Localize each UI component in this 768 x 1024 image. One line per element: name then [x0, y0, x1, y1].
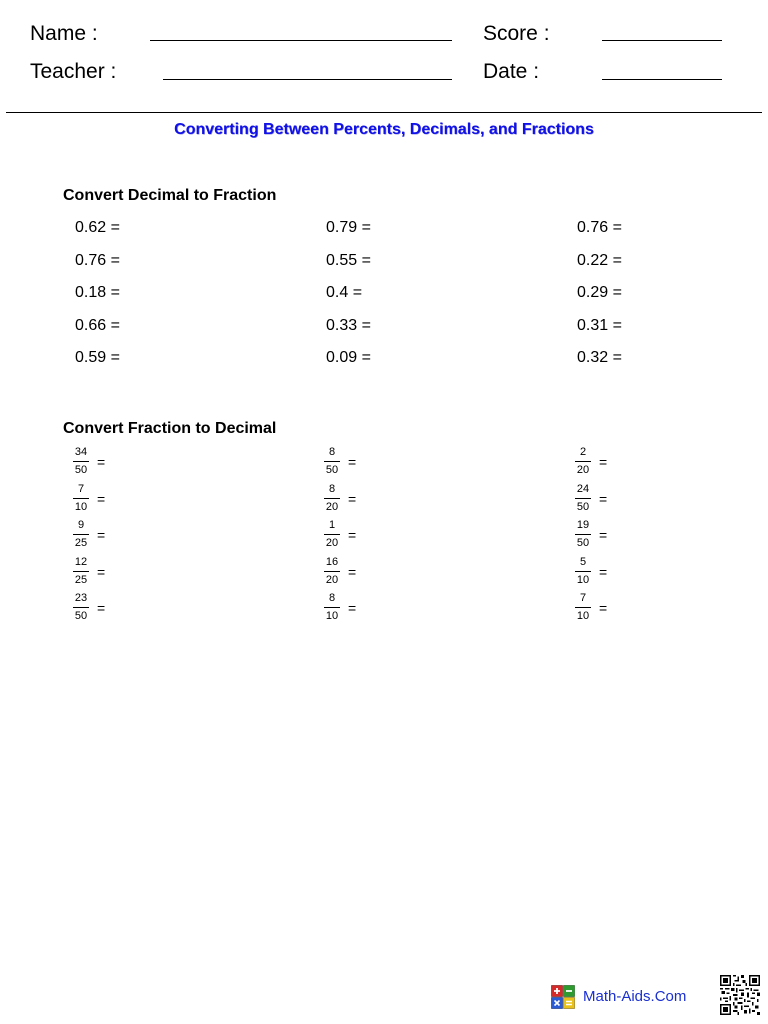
fraction-numerator: 16 [324, 556, 340, 572]
fraction-denominator: 50 [74, 610, 88, 622]
teacher-label: Teacher : [30, 60, 117, 83]
decimal-section-title: Convert Decimal to Fraction [63, 187, 277, 204]
fraction-denominator: 50 [325, 464, 339, 476]
fraction-problem [73, 519, 105, 550]
fraction-denominator: 10 [325, 610, 339, 622]
decimal-problem: 0.18 = [75, 284, 120, 301]
equals-sign: = [348, 600, 357, 616]
fraction-numerator: 19 [575, 519, 591, 535]
fraction-denominator: 10 [576, 610, 590, 622]
fraction-numerator: 7 [575, 592, 591, 608]
decimal-problem: 0.33 = [326, 316, 371, 334]
decimal-problem: 0.59 = [75, 349, 120, 366]
fraction-numerator: 12 [73, 556, 89, 572]
fraction [324, 592, 340, 623]
fraction-numerator: 8 [324, 446, 340, 462]
equals-sign: = [97, 490, 106, 507]
fraction-denominator: 50 [576, 537, 590, 549]
fraction-problem [324, 483, 356, 514]
decimal-problem: 0.4 = [326, 284, 363, 301]
fraction-problem [73, 556, 105, 587]
fraction-section-title: Convert Fraction to Decimal [63, 420, 277, 437]
fraction-denominator: 20 [576, 464, 590, 476]
fraction-denominator: 20 [325, 500, 339, 513]
fraction-problem [575, 483, 607, 514]
date-label: Date : [483, 60, 540, 83]
equals-sign: = [97, 454, 106, 470]
fraction-problem [575, 446, 607, 477]
decimal-problem: 0.55 = [326, 251, 371, 269]
decimal-problem: 0.76 = [75, 251, 120, 269]
fraction [575, 446, 591, 477]
equals-sign: = [599, 527, 608, 543]
fraction-denominator: 50 [576, 500, 590, 513]
equals-sign: = [97, 527, 106, 543]
math-aids-link[interactable]: Math-Aids.Com [583, 988, 687, 1005]
header-divider [6, 112, 762, 113]
fraction [73, 556, 89, 587]
fraction-problem [324, 446, 356, 477]
decimal-row [75, 315, 768, 348]
fraction-numerator: 23 [73, 592, 89, 608]
fraction-numerator: 8 [324, 592, 340, 608]
equals-sign: = [348, 490, 357, 507]
fraction-denominator: 25 [74, 537, 88, 549]
decimal-problem: 0.79 = [326, 219, 371, 236]
equals-sign: = [348, 527, 357, 543]
equals-sign: = [599, 490, 608, 507]
fraction-problem [73, 446, 105, 477]
equals-sign: = [97, 600, 106, 616]
fraction [575, 483, 591, 514]
equals-sign: = [599, 600, 608, 616]
decimal-problems-grid [75, 217, 768, 380]
date-field-line[interactable] [602, 79, 722, 80]
decimal-problem: 0.31 = [577, 316, 622, 334]
fraction-denominator: 25 [74, 573, 88, 586]
name-field-line[interactable] [150, 40, 452, 41]
fraction [73, 446, 89, 477]
fraction-denominator: 20 [325, 573, 339, 586]
fraction-problem [324, 556, 356, 587]
decimal-row [75, 250, 768, 283]
fraction-numerator: 9 [73, 519, 89, 535]
score-label: Score : [483, 22, 550, 45]
decimal-problem: 0.22 = [577, 251, 622, 269]
equals-sign: = [348, 454, 357, 470]
score-field-line[interactable] [602, 40, 722, 41]
decimal-row [75, 282, 768, 315]
worksheet-title: Converting Between Percents, Decimals, and Fractions [174, 121, 594, 138]
equals-sign: = [599, 563, 608, 580]
decimal-problem: 0.09 = [326, 349, 371, 366]
fraction-numerator: 8 [324, 483, 340, 499]
fraction-problem [575, 519, 607, 550]
equals-sign: = [97, 563, 106, 580]
fraction-numerator: 34 [73, 446, 89, 462]
fraction-problem [324, 519, 356, 550]
fraction [73, 483, 89, 514]
fraction-numerator: 2 [575, 446, 591, 462]
decimal-row [75, 347, 768, 380]
fraction-numerator: 5 [575, 556, 591, 572]
teacher-field-line[interactable] [163, 79, 452, 80]
fraction-problem [73, 483, 105, 514]
fraction-denominator: 20 [325, 537, 339, 549]
fraction [575, 592, 591, 623]
fraction-denominator: 10 [576, 573, 590, 586]
decimal-problem: 0.62 = [75, 219, 120, 236]
fraction-problem [575, 556, 607, 587]
fraction [73, 519, 89, 550]
name-label: Name : [30, 22, 98, 45]
decimal-problem: 0.29 = [577, 284, 622, 301]
fraction-numerator: 7 [73, 483, 89, 499]
equals-sign: = [599, 454, 608, 470]
fraction-denominator: 10 [74, 500, 88, 513]
fraction-problem [575, 592, 607, 623]
fraction-numerator: 1 [324, 519, 340, 535]
fraction [73, 592, 89, 623]
fraction [324, 446, 340, 477]
fraction [324, 519, 340, 550]
decimal-row [75, 217, 768, 250]
fraction-problem [324, 592, 356, 623]
fraction [575, 519, 591, 550]
equals-sign: = [348, 563, 357, 580]
fraction [575, 556, 591, 587]
fraction-numerator: 24 [575, 483, 591, 499]
math-aids-logo-icon [551, 985, 575, 1009]
fraction-problem [73, 592, 105, 623]
qr-code-icon [720, 975, 760, 1015]
fraction [324, 556, 340, 587]
fraction-denominator: 50 [74, 464, 88, 476]
decimal-problem: 0.66 = [75, 316, 120, 334]
decimal-problem: 0.76 = [577, 219, 622, 236]
decimal-problem: 0.32 = [577, 349, 622, 366]
fraction [324, 483, 340, 514]
